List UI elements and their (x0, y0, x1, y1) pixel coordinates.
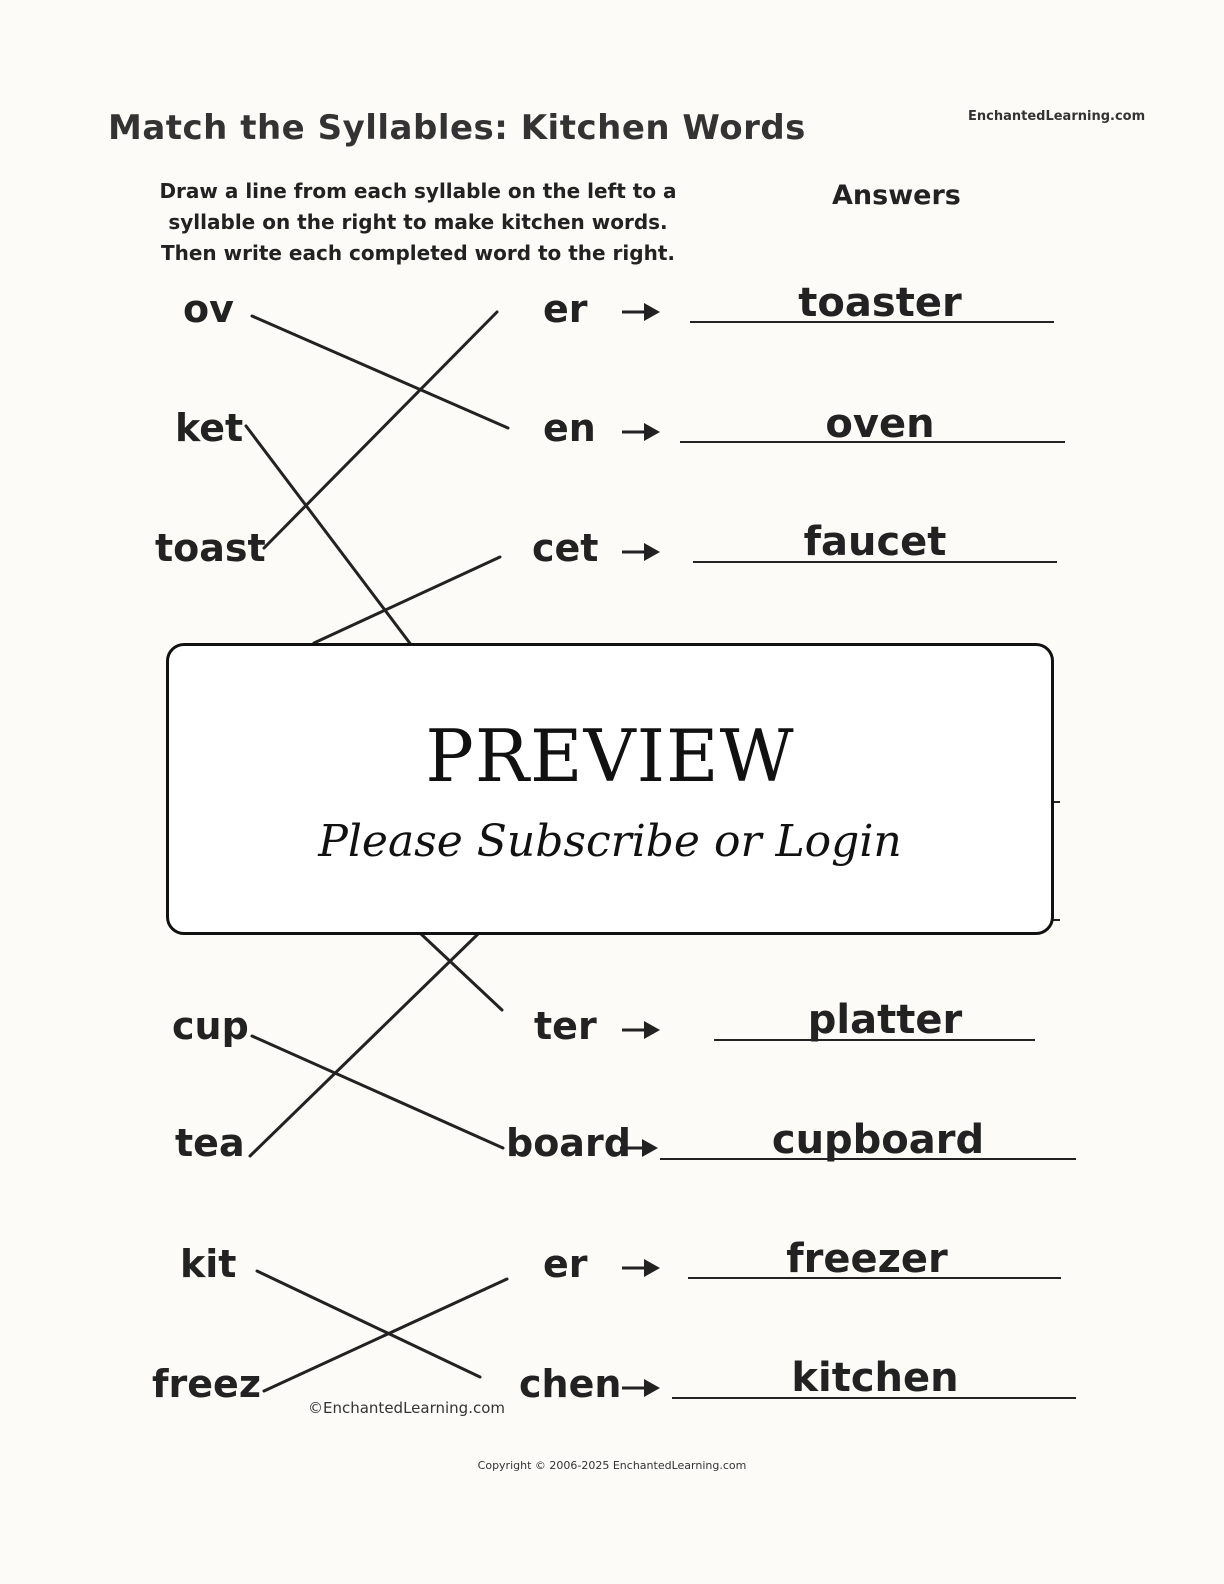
instructions-line: Draw a line from each syllable on the left to a (159, 179, 677, 203)
right-syllable: er (543, 1242, 588, 1286)
left-syllable: freez (152, 1362, 261, 1406)
left-syllable: ov (183, 287, 234, 331)
right-syllable: chen (519, 1362, 622, 1406)
arrow-icon (620, 1137, 660, 1159)
arrow-icon (622, 1019, 662, 1041)
match-line (264, 312, 497, 548)
answer-word: toaster (798, 280, 962, 326)
match-line (264, 1279, 507, 1391)
match-line (257, 1271, 480, 1377)
match-line (246, 426, 412, 646)
left-syllable: toast (155, 526, 266, 570)
answers-heading: Answers (832, 180, 961, 211)
answer-word: oven (825, 401, 935, 447)
left-syllable: kit (180, 1242, 237, 1286)
page-title: Match the Syllables: Kitchen Words (108, 108, 806, 148)
answer-word: platter (807, 997, 963, 1043)
right-syllable: board (506, 1121, 631, 1165)
left-syllable: cup (172, 1004, 249, 1048)
right-syllable: ter (534, 1004, 597, 1048)
match-line (252, 316, 508, 428)
match-line (252, 1036, 503, 1148)
left-syllable: ket (175, 406, 244, 450)
answer-word: faucet (803, 519, 947, 565)
answer-word: cupboard (771, 1117, 985, 1163)
right-syllable: er (543, 287, 588, 331)
arrow-icon (622, 541, 662, 563)
answer-word: freezer (786, 1236, 948, 1282)
copyright-footer: Copyright © 2006-2025 EnchantedLearning.com (477, 1459, 747, 1472)
arrow-icon (622, 421, 662, 443)
preview-subtitle[interactable]: Please Subscribe or Login (318, 816, 902, 867)
watermark: ©EnchantedLearning.com (308, 1399, 505, 1417)
match-line (314, 557, 500, 643)
arrow-icon (622, 301, 662, 323)
preview-title: PREVIEW (425, 714, 795, 798)
preview-overlay[interactable] (166, 643, 1054, 935)
right-syllable: en (543, 406, 596, 450)
arrow-icon (622, 1377, 662, 1399)
answer-word: kitchen (791, 1355, 959, 1401)
right-syllable: cet (532, 526, 599, 570)
left-syllable: tea (175, 1121, 245, 1165)
instructions-line: Then write each completed word to the right. (160, 241, 675, 265)
site-name[interactable]: EnchantedLearning.com (968, 109, 1146, 124)
arrow-icon (622, 1257, 662, 1279)
instructions-line: syllable on the right to make kitchen words. (168, 210, 668, 234)
match-line (421, 934, 502, 1010)
